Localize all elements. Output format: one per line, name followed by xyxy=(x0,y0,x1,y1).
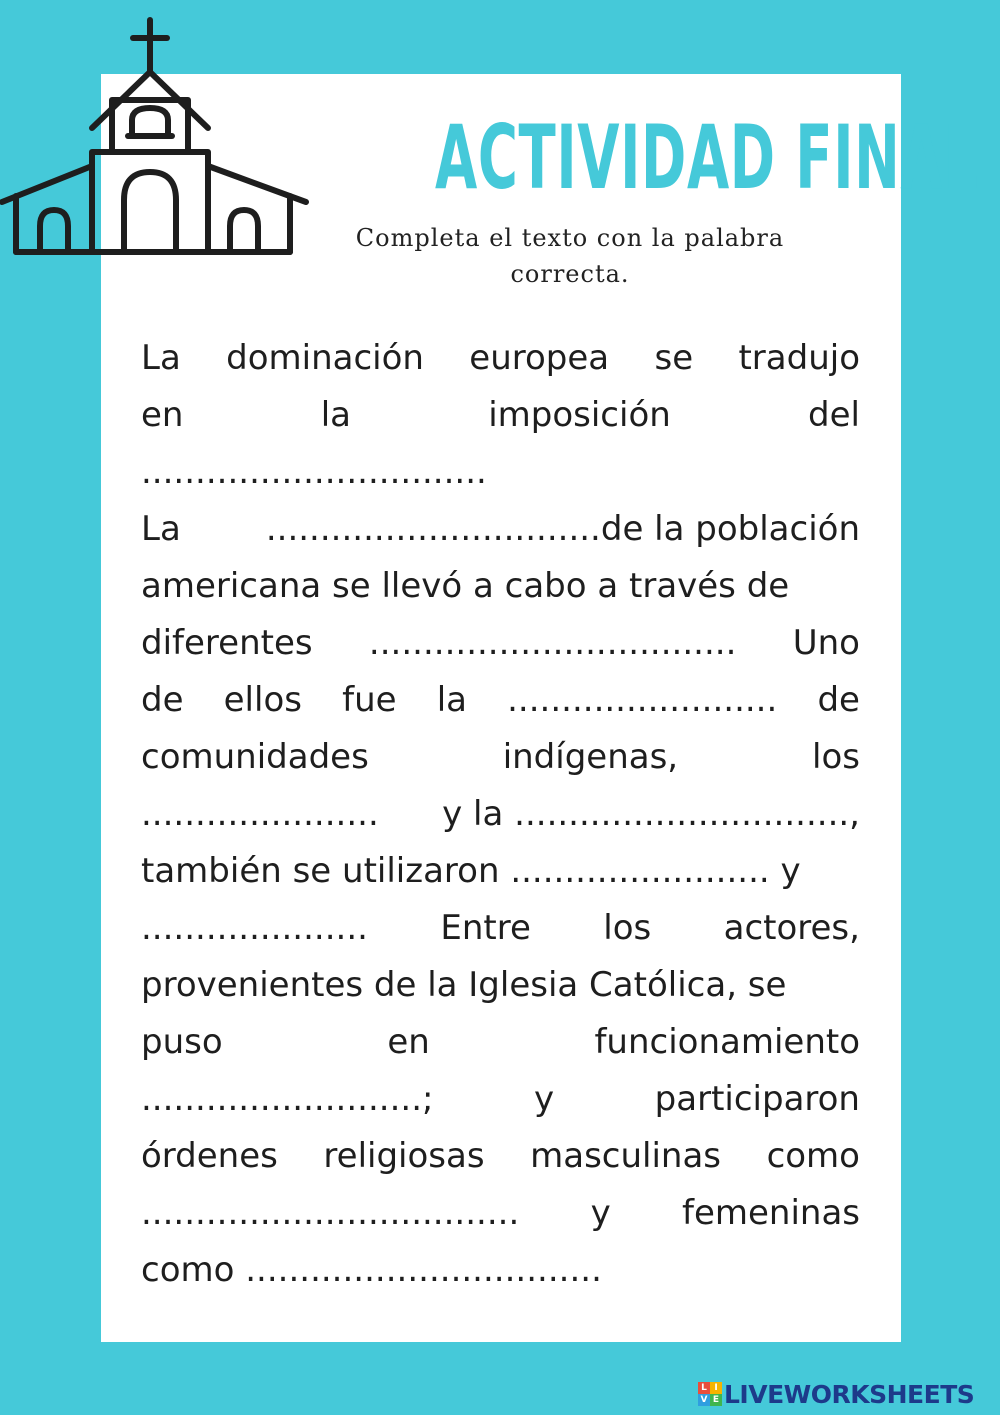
logo-tile: I xyxy=(710,1382,722,1394)
passage-word: de xyxy=(817,680,860,720)
page-title: ACTIVIDAD FINAL xyxy=(435,106,979,209)
passage-line xyxy=(141,387,860,444)
passage-word: ...............................de la población xyxy=(265,509,860,549)
passage-word: ................................... xyxy=(141,1193,520,1233)
passage-line xyxy=(141,615,860,672)
church-icon xyxy=(0,16,312,260)
passage-word: dominación xyxy=(226,338,424,378)
passage-word: ......................... xyxy=(507,680,778,720)
passage-word: ..........................; xyxy=(141,1079,434,1119)
passage-word: como xyxy=(766,1136,860,1176)
passage-word: ................................ xyxy=(141,452,487,492)
passage-word: y xyxy=(590,1193,611,1233)
passage-word: imposición xyxy=(488,395,671,435)
passage-word: del xyxy=(808,395,860,435)
passage-word: también se utilizaron ........................ y xyxy=(141,851,801,891)
passage-line xyxy=(141,957,860,1014)
passage-word: Uno xyxy=(792,623,860,663)
passage-word: religiosas xyxy=(323,1136,485,1176)
passage-word: en xyxy=(141,395,184,435)
passage-word: los xyxy=(812,737,860,777)
passage-line xyxy=(141,444,860,501)
passage-word: Entre xyxy=(440,908,531,948)
passage-line xyxy=(141,1185,860,1242)
passage-word: funcionamiento xyxy=(594,1022,860,1062)
passage-word: ellos xyxy=(223,680,302,720)
logo-tile: E xyxy=(710,1394,722,1406)
passage-word: .................................. xyxy=(368,623,737,663)
passage-word: europea xyxy=(469,338,610,378)
instructions-text: Completa el texto con la palabra correcta. xyxy=(355,224,785,288)
brand-name: LIVEWORKSHEETS xyxy=(724,1379,975,1409)
passage-line xyxy=(141,330,860,387)
passage-word: de xyxy=(141,680,184,720)
passage-word: La xyxy=(141,509,181,549)
passage-word: provenientes de la Iglesia Católica, se xyxy=(141,965,787,1005)
passage-word: americana se llevó a cabo a través de xyxy=(141,566,790,606)
passage-word: la xyxy=(320,395,351,435)
passage-line xyxy=(141,729,860,786)
passage-line xyxy=(141,786,860,843)
passage-word: masculinas xyxy=(530,1136,722,1176)
fill-in-passage xyxy=(141,330,860,1299)
passage-line xyxy=(141,900,860,957)
passage-word: femeninas xyxy=(681,1193,860,1233)
passage-line xyxy=(141,672,860,729)
passage-word: como ................................. xyxy=(141,1250,602,1290)
passage-word: la xyxy=(436,680,467,720)
passage-line xyxy=(141,501,860,558)
passage-word: en xyxy=(387,1022,430,1062)
passage-word: indígenas, xyxy=(502,737,679,777)
passage-word: órdenes xyxy=(141,1136,278,1176)
passage-word: y la ..............................., xyxy=(442,794,860,834)
passage-line xyxy=(141,1014,860,1071)
passage-word: los xyxy=(603,908,652,948)
passage-line xyxy=(141,558,860,615)
liveworksheets-logo xyxy=(698,1382,722,1406)
passage-word: participaron xyxy=(654,1079,860,1119)
passage-word: comunidades xyxy=(141,737,369,777)
passage-word: puso xyxy=(141,1022,223,1062)
passage-word: y xyxy=(534,1079,555,1119)
passage-line xyxy=(141,1242,860,1299)
passage-line xyxy=(141,1128,860,1185)
passage-word: tradujo xyxy=(738,338,860,378)
liveworksheets-branding xyxy=(698,1380,974,1408)
passage-word: se xyxy=(654,338,694,378)
passage-word: La xyxy=(141,338,181,378)
logo-tile: V xyxy=(698,1394,710,1406)
passage-word: diferentes xyxy=(141,623,313,663)
passage-word: actores, xyxy=(723,908,860,948)
logo-tile: L xyxy=(698,1382,710,1394)
passage-word: ..................... xyxy=(141,908,368,948)
passage-word: fue xyxy=(342,680,397,720)
passage-line xyxy=(141,1071,860,1128)
passage-word: ...................... xyxy=(141,794,379,834)
passage-line xyxy=(141,843,860,900)
